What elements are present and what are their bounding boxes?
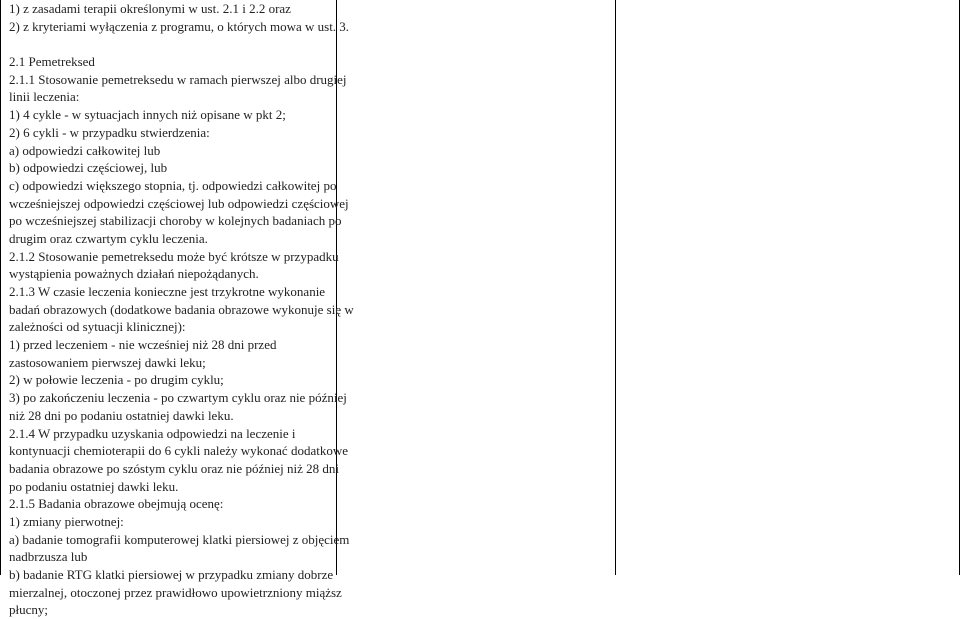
text-line: mierzalnej, otoczonej przez prawidłowo upowietrzniony miąższ xyxy=(9,584,342,600)
text-line: po wcześniejszej stabilizacji choroby w kolejnych badaniach po xyxy=(9,213,342,229)
text-line: 2) w połowie leczenia - po drugim cyklu; xyxy=(9,372,224,388)
text-line: 1) zmiany pierwotnej: xyxy=(9,513,124,529)
text-line: nadbrzusza lub xyxy=(9,549,88,565)
text-line: drugim oraz czwartym cyklu leczenia. xyxy=(9,230,208,246)
text-line: 1) 4 cykle - w sytuacjach innych niż opisane w pkt 2; xyxy=(9,107,286,123)
text-line: 2) 6 cykli - w przypadku stwierdzenia: xyxy=(9,124,210,140)
text-line: wystąpienia poważnych działań niepożądanych. xyxy=(9,266,259,282)
text-line: 2.1.4 W przypadku uzyskania odpowiedzi na leczenie i xyxy=(9,425,296,441)
text-line: c) odpowiedzi większego stopnia, tj. odpowiedzi całkowitej po xyxy=(9,177,337,193)
table-column-middle xyxy=(337,0,616,575)
table-column-right xyxy=(616,0,960,575)
text-line: po podaniu ostatniej dawki leku. xyxy=(9,478,179,494)
text-line: 2.1.1 Stosowanie pemetreksedu w ramach pierwszej albo drugiej xyxy=(9,71,347,87)
text-line: niż 28 dni po podaniu ostatniej dawki leku. xyxy=(9,407,234,423)
text-line: zastosowaniem pierwszej dawki leku; xyxy=(9,354,206,370)
text-line: 2) z kryteriami wyłączenia z programu, o których mowa w ust. 3. xyxy=(9,18,350,34)
text-line: 1) przed leczeniem - nie wcześniej niż 28 dni przed xyxy=(9,337,277,353)
text-line: a) odpowiedzi całkowitej lub xyxy=(9,142,161,158)
text-line: badania obrazowe po szóstym cyklu oraz nie później niż 28 dni xyxy=(9,460,339,476)
text-line: 3) po zakończeniu leczenia - po czwartym cyklu oraz nie później xyxy=(9,390,347,406)
text-line: badań obrazowych (dodatkowe badania obrazowe wykonuje się w xyxy=(9,301,354,317)
blank-line xyxy=(9,35,334,53)
text-line: wcześniejszej odpowiedzi częściowej lub odpowiedzi częściowej xyxy=(9,195,349,211)
text-line: a) badanie tomografii komputerowej klatki piersiowej z objęciem xyxy=(9,531,350,547)
text-line: linii leczenia: xyxy=(9,89,80,105)
table-column-left xyxy=(0,0,354,618)
left-cell-text xyxy=(9,0,354,619)
text-line: 2.1.2 Stosowanie pemetreksedu może być krótsze w przypadku xyxy=(9,248,339,264)
text-line: b) odpowiedzi częściowej, lub xyxy=(9,160,168,176)
text-line: zależności od sytuacji klinicznej): xyxy=(9,319,186,335)
text-line: kontynuacji chemioterapii do 6 cykli należy wykonać dodatkowe xyxy=(9,443,348,459)
text-line: 2.1.3 W czasie leczenia konieczne jest trzykrotne wykonanie xyxy=(9,284,326,299)
text-line: płucny; xyxy=(9,602,48,618)
text-line: 2.1.5 Badania obrazowe obejmują ocenę: xyxy=(9,496,224,512)
text-line: 2.1 Pemetreksed xyxy=(9,54,95,70)
text-line: b) badanie RTG klatki piersiowej w przypadku zmiany dobrze xyxy=(9,567,334,582)
text-line: 1) z zasadami terapii określonymi w ust. 2.1 i 2.2 oraz xyxy=(9,1,291,16)
